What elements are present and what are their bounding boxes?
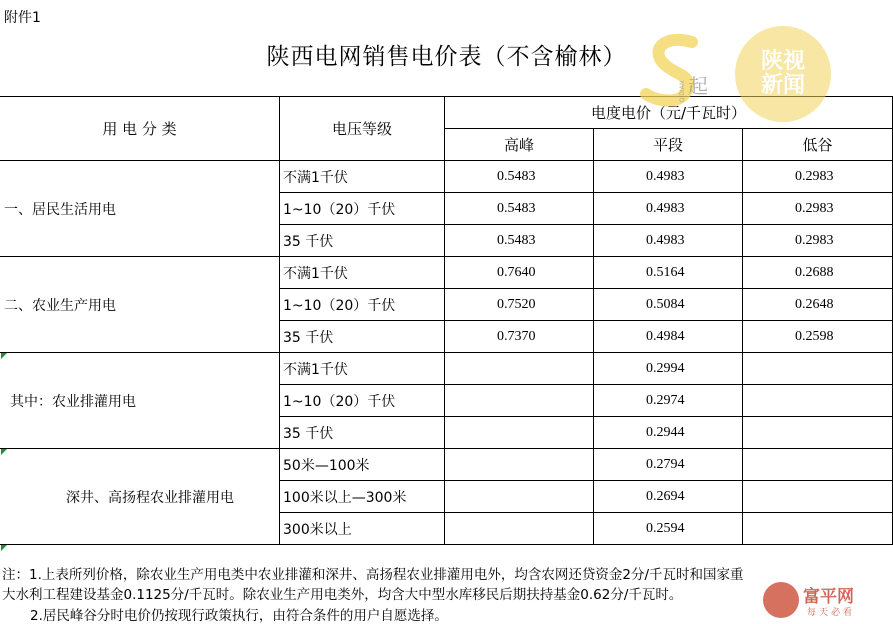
- group-name: 二、农业生产用电: [4, 297, 116, 314]
- header-flat: 平段: [652, 136, 683, 154]
- header-category: 用 电 分 类: [102, 120, 177, 138]
- valley-price: 0.2983: [795, 168, 834, 184]
- voltage-cell: 不满1千伏: [283, 265, 348, 282]
- note-line-3: 2.居民峰谷分时电价仍按现行政策执行，由符合条件的用户自愿选择。: [30, 608, 448, 624]
- valley-price: 0.2688: [795, 264, 834, 280]
- flat-price: 0.4983: [646, 200, 685, 216]
- flat-price: 0.2794: [646, 456, 685, 472]
- voltage-cell: 50米—100米: [283, 457, 370, 474]
- peak-price: 0.5483: [497, 232, 536, 248]
- peak-price: 0.7370: [497, 328, 536, 344]
- attachment-label: 附件1: [4, 10, 41, 26]
- voltage-cell: 1~10（20）千伏: [283, 297, 396, 314]
- table-rule: [0, 544, 893, 545]
- voltage-cell: 1~10（20）千伏: [283, 393, 396, 410]
- voltage-cell: 不满1千伏: [283, 169, 348, 186]
- flat-price: 0.2974: [646, 392, 685, 408]
- voltage-cell: 35 千伏: [283, 233, 334, 250]
- peak-price: 0.7520: [497, 296, 536, 312]
- qidian-watermark-logo: [634, 30, 724, 110]
- qidian-small-text: QIDIAN: [679, 80, 687, 103]
- flat-price: 0.2944: [646, 424, 685, 440]
- header-voltage: 电压等级: [331, 120, 392, 138]
- voltage-cell: 300米以上: [283, 521, 352, 538]
- flat-price: 0.4983: [646, 232, 685, 248]
- group-name: 一、居民生活用电: [4, 201, 116, 218]
- shaanxi-news-line-1: 陕视: [760, 49, 805, 74]
- qidian-glyph: 起: [688, 74, 708, 98]
- header-price-group: 电度电价（元/千瓦时）: [590, 104, 747, 122]
- table-rule: [742, 128, 743, 545]
- table-rule: [444, 96, 445, 545]
- peak-price: 0.7640: [497, 264, 536, 280]
- flat-price: 0.4984: [646, 328, 685, 344]
- header-valley: 低谷: [802, 136, 833, 154]
- fuping-slogan: 每天必看: [807, 608, 856, 618]
- shaanxi-news-watermark: [735, 26, 831, 122]
- note-line-1: 注：1.上表所列价格，除农业生产用电类中农业排灌和深井、高扬程农业排灌用电外，均含农网还贷资金2分/千瓦时和国家重: [2, 567, 744, 583]
- flat-price: 0.4983: [646, 168, 685, 184]
- group-name: 深井、高扬程农业排灌用电: [66, 489, 234, 506]
- note-line-2: 大水利工程建设基金0.1125分/千瓦时。除农业生产用电类外，均含大中型水库移民后期扶持基金0.62分/千瓦时。: [2, 587, 683, 603]
- voltage-cell: 1~10（20）千伏: [283, 201, 396, 218]
- flat-price: 0.5164: [646, 264, 685, 280]
- cell-comment-marker: [1, 449, 7, 455]
- cell-comment-marker: [1, 545, 7, 551]
- flat-price: 0.5084: [646, 296, 685, 312]
- page-title: 陕西电网销售电价表（不含榆林）: [266, 43, 627, 70]
- flat-price: 0.2594: [646, 520, 685, 536]
- fuping-name: 富平网: [803, 587, 854, 607]
- voltage-cell: 不满1千伏: [283, 361, 348, 378]
- voltage-cell: 100米以上—300米: [283, 489, 407, 506]
- voltage-cell: 35 千伏: [283, 329, 334, 346]
- fuping-logo-icon: [763, 582, 799, 618]
- table-rule: [279, 96, 280, 545]
- shaanxi-news-line-2: 新闻: [760, 73, 805, 98]
- flat-price: 0.2994: [646, 360, 685, 376]
- header-peak: 高峰: [503, 136, 534, 154]
- group-name: 其中：农业排灌用电: [10, 393, 136, 410]
- fuping-watermark: [763, 578, 891, 622]
- valley-price: 0.2598: [795, 328, 834, 344]
- peak-price: 0.5483: [497, 200, 536, 216]
- valley-price: 0.2648: [795, 296, 834, 312]
- voltage-cell: 35 千伏: [283, 425, 334, 442]
- peak-price: 0.5483: [497, 168, 536, 184]
- valley-price: 0.2983: [795, 200, 834, 216]
- cell-comment-marker: [1, 353, 7, 359]
- flat-price: 0.2694: [646, 488, 685, 504]
- table-rule: [593, 128, 594, 545]
- valley-price: 0.2983: [795, 232, 834, 248]
